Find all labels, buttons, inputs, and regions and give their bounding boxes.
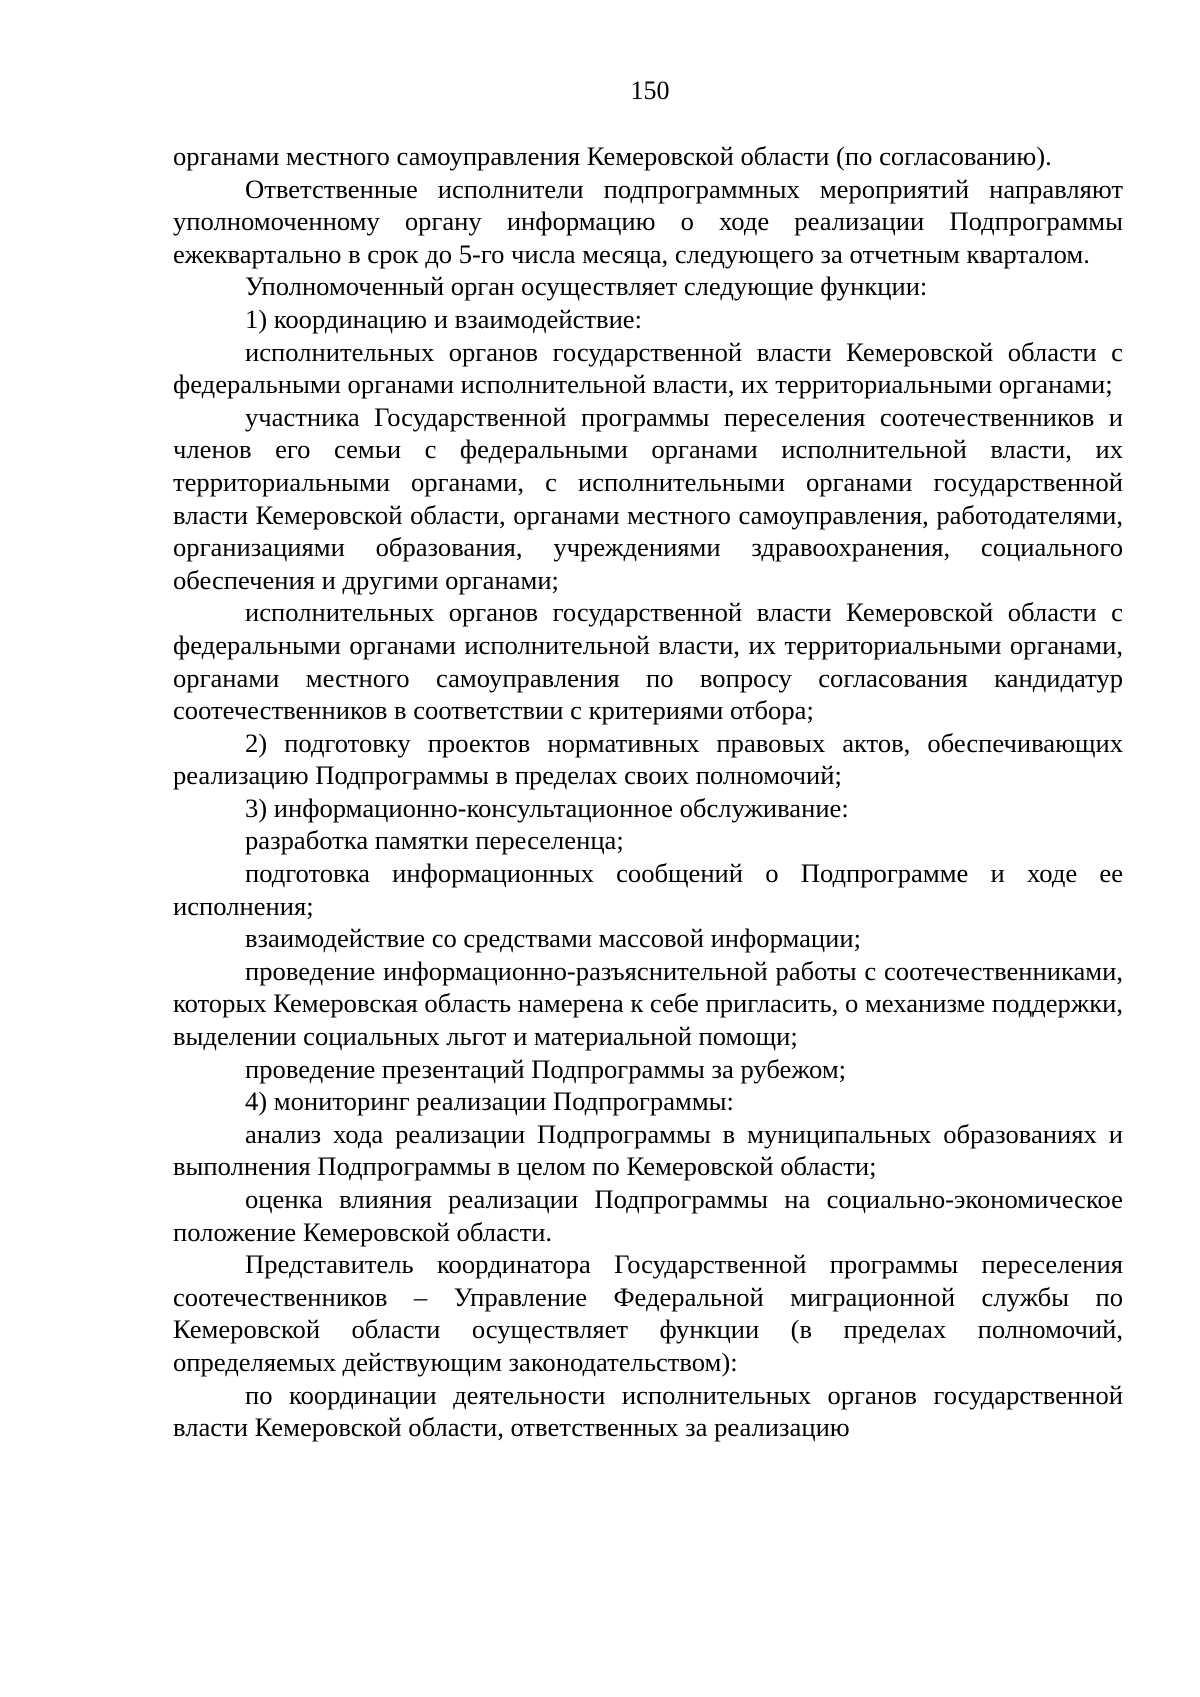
paragraph: Ответственные исполнители подпрограммных мероприятий направляют уполномоченному органу информацию о ходе реализации Подпрограммы ежеквартально в срок до 5-го числа месяца, следующего за отчетным кварталом.	[173, 173, 1123, 269]
paragraph: исполнительных органов государственной власти Кемеровской области с федеральными органами исполнительной власти, их территориальными органами, органами местного самоуправления по вопросу согласования кандидатур соотечественников в соответствии с критериями отбора;	[173, 597, 1123, 726]
page-number: 150	[630, 76, 670, 105]
paragraph: взаимодействие со средствами массовой информации;	[245, 923, 861, 954]
paragraph: исполнительных органов государственной власти Кемеровской области с федеральными органами исполнительной власти, их территориальными органами;	[173, 336, 1123, 400]
paragraph: участника Государственной программы переселения соотечественников и членов его семьи с федеральными органами исполнительной власти, их территориальными органами, с исполнительными органами государственной власти Кемеровской области, органами местного самоуправления, работодателями, организациями образования, учреждениями здравоохранения, социального обеспечения и другими органами;	[173, 401, 1123, 595]
paragraph: разработка памятки переселенца;	[245, 825, 624, 856]
paragraph: Уполномоченный орган осуществляет следующие функции:	[245, 271, 928, 302]
paragraph: оценка влияния реализации Подпрограммы на социально-экономическое положение Кемеровской области.	[173, 1184, 1123, 1247]
list-item: 1) координацию и взаимодействие:	[245, 303, 642, 334]
paragraph: органами местного самоуправления Кемеровской области (по согласованию).	[173, 141, 1052, 171]
paragraph: анализ хода реализации Подпрограммы в муниципальных образованиях и выполнения Подпрограммы в целом по Кемеровской области;	[173, 1118, 1123, 1182]
list-item: 3) информационно-консультационное обслуживание:	[245, 792, 849, 823]
list-item: 2) подготовку проектов нормативных правовых актов, обеспечивающих реализацию Подпрограммы в пределах своих полномочий;	[173, 727, 1123, 791]
paragraph: подготовка информационных сообщений о Подпрограмме и ходе ее исполнения;	[173, 858, 1123, 921]
paragraph: по координации деятельности исполнительных органов государственной власти Кемеровской области, ответственных за реализацию	[173, 1379, 1123, 1443]
paragraph: Представитель координатора Государственной программы переселения соотечественников – Управление Федеральной миграционной службы по Кемеровской области осуществляет функции (в пределах полномочий, определяемых действующим законодательством):	[173, 1249, 1123, 1377]
list-item: 4) мониторинг реализации Подпрограммы:	[245, 1086, 734, 1117]
document-body	[173, 140, 1123, 1444]
paragraph: проведение презентаций Подпрограммы за рубежом;	[245, 1053, 847, 1084]
paragraph: проведение информационно-разъяснительной работы с соотечественниками, которых Кемеровская область намерена к себе пригласить, о механизме поддержки, выделении социальных льгот и материальной помощи;	[173, 955, 1123, 1052]
